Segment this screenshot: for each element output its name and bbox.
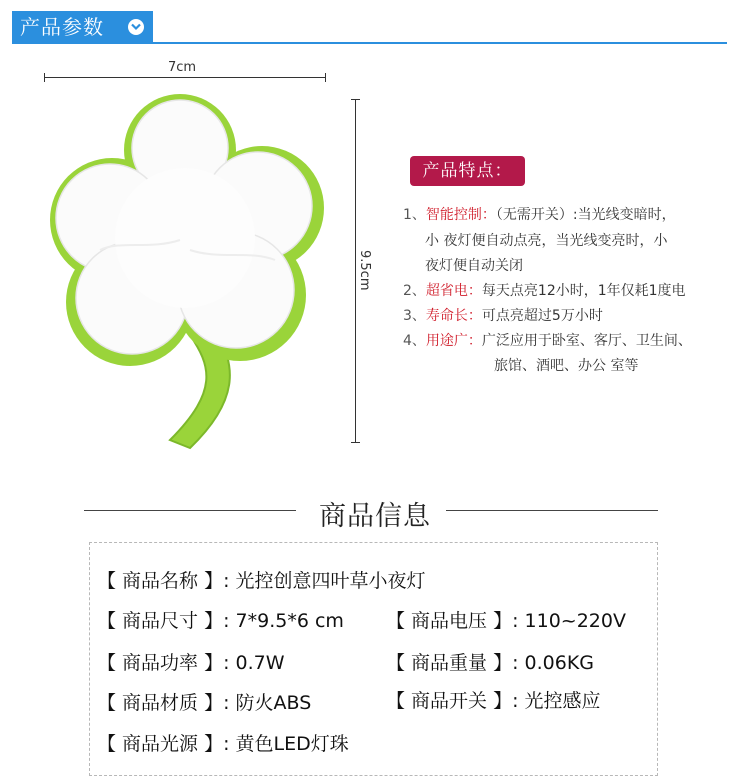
width-dimension-line xyxy=(44,77,326,78)
width-label: 7cm xyxy=(168,60,197,75)
info-power: 【 商品功率 】: 0.7W xyxy=(97,652,285,674)
clover-night-light-image xyxy=(40,90,340,460)
feature-item-1-line-2: 小 夜灯便自动点亮，当光线变亮时，小 xyxy=(425,233,668,249)
chevron-down-icon xyxy=(128,19,144,35)
feature-item-3: 3、寿命长：可点亮超过5万小时 xyxy=(403,308,603,324)
section-title-line-right xyxy=(446,510,658,511)
feature-item-4-line-2: 旅馆、酒吧、办公 室等 xyxy=(494,358,639,374)
section-header-title: 产品参数 xyxy=(20,15,104,39)
info-material: 【 商品材质 】: 防火ABS xyxy=(97,692,312,714)
info-name: 【 商品名称 】: 光控创意四叶草小夜灯 xyxy=(97,570,426,592)
info-light-source: 【 商品光源 】: 黄色LED灯珠 xyxy=(97,733,349,755)
section-title: 商品信息 xyxy=(319,501,431,532)
info-size: 【 商品尺寸 】: 7*9.5*6 cm xyxy=(97,610,344,632)
height-label-wrap xyxy=(357,250,413,291)
info-switch: 【 商品开关 】: 光控感应 xyxy=(386,690,601,712)
section-title-line-left xyxy=(84,510,296,511)
feature-item-2: 2、超省电：每天点亮12小时，1年仅耗1度电 xyxy=(403,283,686,299)
feature-item-1: 1、智能控制：（无需开关）:当光线变暗时， xyxy=(403,207,676,223)
feature-item-4: 4、用途广：广泛应用于卧室、客厅、卫生间、 xyxy=(403,333,692,349)
features-badge: 产品特点： xyxy=(410,156,525,186)
header-divider xyxy=(12,42,727,44)
height-dimension-line xyxy=(355,99,356,443)
info-voltage: 【 商品电压 】: 110~220V xyxy=(386,610,626,632)
feature-item-1-line-3: 夜灯便自动关闭 xyxy=(425,258,523,274)
section-header-tab xyxy=(12,11,153,44)
info-weight: 【 商品重量 】: 0.06KG xyxy=(386,652,595,674)
height-label: 9.5cm xyxy=(357,250,372,291)
